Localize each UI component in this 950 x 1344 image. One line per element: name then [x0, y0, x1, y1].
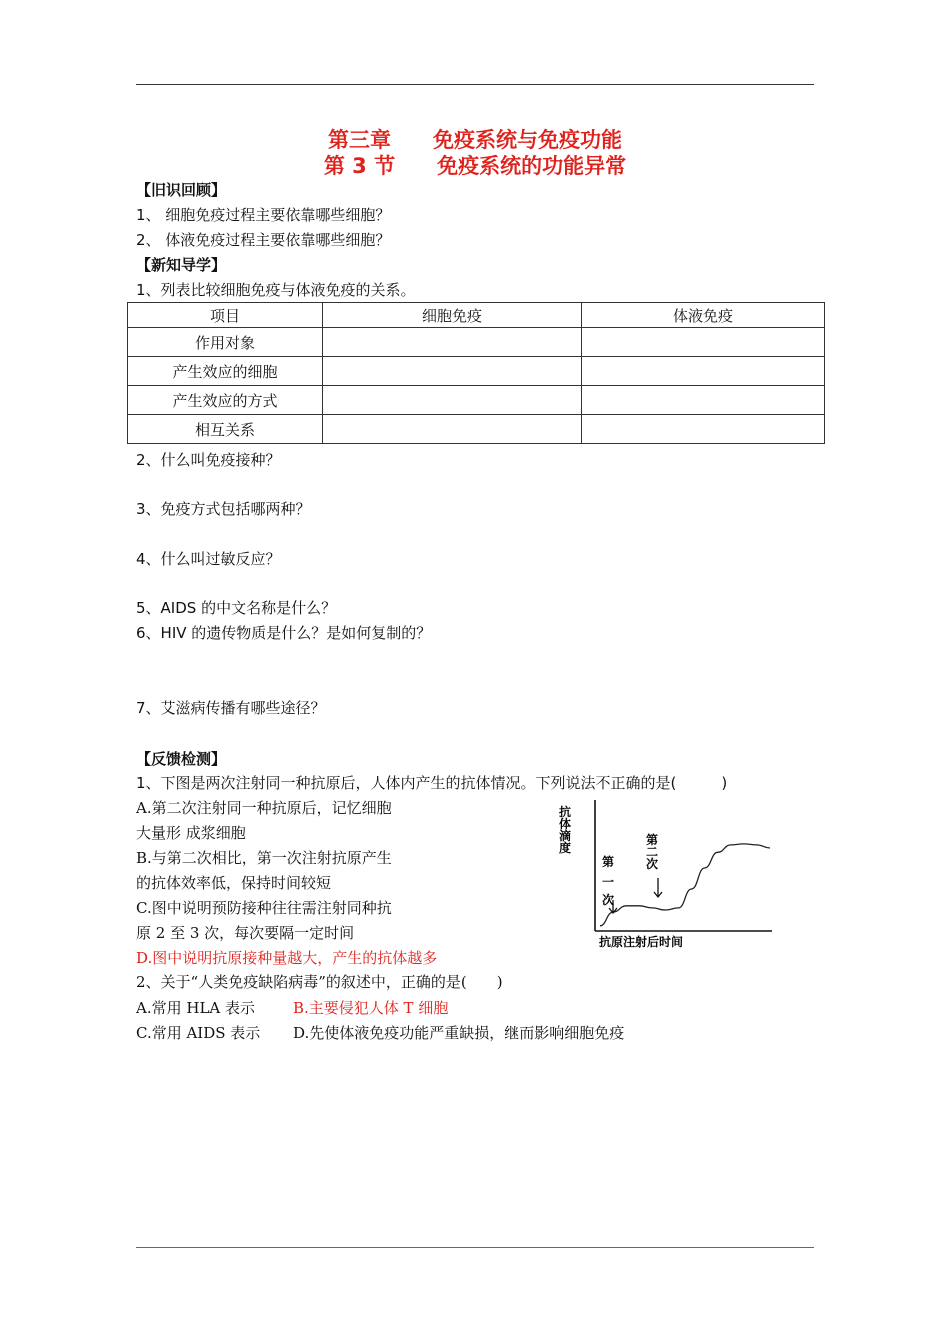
answer-cell[interactable] [323, 328, 582, 357]
table-intro: 1、列表比较细胞免疫与体液免疫的关系。 [136, 281, 416, 299]
question-7: 7、艾滋病传播有哪些途径？ [136, 699, 326, 717]
y-axis-label-char: 体 [558, 817, 572, 831]
chapter-title: 第三章 免疫系统与免疫功能 [328, 128, 622, 152]
table-header-cell: 细胞免疫 [323, 303, 582, 328]
review-heading: 【旧识回顾】 [136, 181, 227, 199]
question-4: 4、什么叫过敏反应？ [136, 550, 281, 568]
q1-option-d: D.图中说明抗原接种量越大，产生的抗体越多 [136, 949, 438, 967]
feedback-q1-stem: 1、下图是两次注射同一种抗原后，人体内产生的抗体情况。下列说法不正确的是( ) [136, 774, 728, 792]
feedback-heading: 【反馈检测】 [136, 750, 227, 768]
first-injection-label-char: 第 [601, 855, 615, 869]
q1-option-c: C.图中说明预防接种往往需注射同种抗 [136, 899, 392, 917]
answer-cell[interactable] [582, 328, 825, 357]
question-5: 5、AIDS 的中文名称是什么？ [136, 599, 337, 617]
table-header-cell: 体液免疫 [582, 303, 825, 328]
q1-option-b: B.与第二次相比，第一次注射抗原产生 [136, 849, 392, 867]
row-label: 作用对象 [128, 328, 323, 357]
table-row [128, 386, 825, 415]
first-injection-label-char: 一 [601, 875, 615, 889]
feedback-q2-stem: 2、关于“人类免疫缺陷病毒”的叙述中，正确的是( ) [136, 973, 503, 991]
table-row [128, 328, 825, 357]
second-injection-label-char: 第 [645, 833, 659, 847]
answer-cell[interactable] [582, 386, 825, 415]
table-row [128, 415, 825, 444]
antibody-chart [552, 796, 782, 956]
table-row [128, 357, 825, 386]
answer-cell[interactable] [323, 357, 582, 386]
question-3: 3、免疫方式包括哪两种？ [136, 500, 311, 518]
antibody-curve [600, 844, 770, 926]
first-injection-label-char: 次 [601, 893, 615, 907]
review-question-2: 2、 体液免疫过程主要依靠哪些细胞？ [136, 231, 391, 249]
answer-cell[interactable] [323, 415, 582, 444]
q1-option-b-cont: 的抗体效率低，保持时间较短 [136, 874, 332, 892]
answer-cell[interactable] [582, 357, 825, 386]
q1-option-c-cont: 原 2 至 3 次，每次要隔一定时间 [136, 924, 355, 942]
new-knowledge-heading: 【新知导学】 [136, 256, 227, 274]
second-injection-label-char: 二 [645, 845, 659, 859]
y-axis-label-char: 滴 [558, 829, 572, 843]
answer-cell[interactable] [582, 415, 825, 444]
row-label: 产生效应的方式 [128, 386, 323, 415]
comparison-table [127, 302, 825, 444]
y-axis-label-char: 抗 [558, 805, 572, 819]
answer-cell[interactable] [323, 386, 582, 415]
y-axis-label-char: 度 [558, 841, 572, 855]
header-rule [136, 84, 814, 85]
q1-option-a: A.第二次注射同一种抗原后，记忆细胞 [136, 799, 392, 817]
q2-option-d: D.先使体液免疫功能严重缺损，继而影响细胞免疫 [293, 1024, 625, 1042]
review-question-1: 1、 细胞免疫过程主要依靠哪些细胞？ [136, 206, 391, 224]
question-2: 2、什么叫免疫接种？ [136, 451, 281, 469]
x-axis-label: 抗原注射后时间 [599, 935, 684, 949]
table-header-cell: 项目 [128, 303, 323, 328]
footer-rule [136, 1247, 814, 1248]
q2-option-c: C.常用 AIDS 表示 [136, 1024, 261, 1042]
table-header-row [128, 303, 825, 328]
second-injection-label-char: 次 [645, 857, 659, 871]
q2-option-a: A.常用 HLA 表示 [136, 999, 256, 1017]
q1-option-a-cont: 大量形 成浆细胞 [136, 824, 246, 842]
q2-option-b: B.主要侵犯人体 T 细胞 [293, 999, 449, 1017]
section-title: 第 3 节 免疫系统的功能异常 [323, 154, 627, 178]
row-label: 产生效应的细胞 [128, 357, 323, 386]
question-6: 6、HIV 的遗传物质是什么？是如何复制的？ [136, 624, 432, 642]
second-injection-arrow [654, 878, 662, 897]
row-label: 相互关系 [128, 415, 323, 444]
